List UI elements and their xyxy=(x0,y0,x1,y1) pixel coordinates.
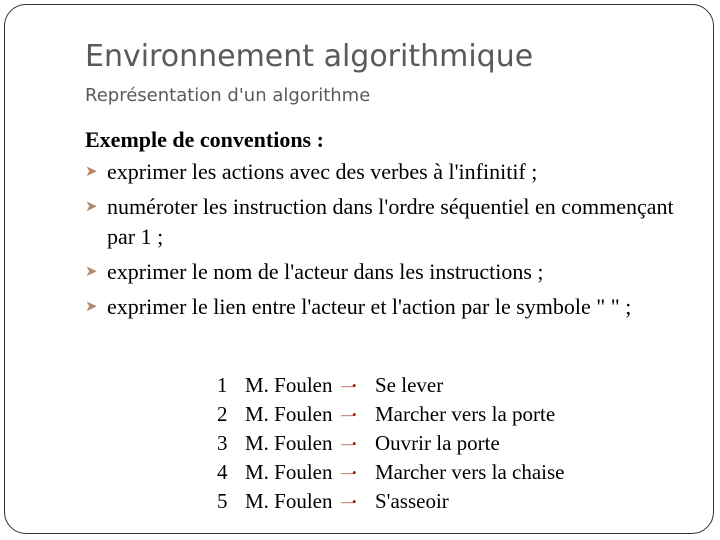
instruction-row xyxy=(217,429,564,458)
instruction-row xyxy=(217,487,564,516)
instruction-action: Marcher vers la porte xyxy=(375,402,556,426)
bullet-item xyxy=(85,257,695,287)
bullet-text: exprimer les actions avec des verbes à l'infinitif ; xyxy=(107,159,538,184)
bullet-item xyxy=(85,292,695,322)
instruction-row xyxy=(217,400,564,429)
slide xyxy=(4,4,714,534)
hollow-arrow-bullet-icon: ➤ xyxy=(85,299,98,315)
bullet-item xyxy=(85,192,695,252)
instruction-actor: M. Foulen xyxy=(245,431,333,455)
conventions-heading: Exemple de conventions : xyxy=(85,127,324,152)
instruction-number: 1 xyxy=(217,373,228,397)
arrow-right-icon: —• xyxy=(341,465,355,480)
arrow-right-icon: —• xyxy=(341,378,355,393)
instruction-action: S'asseoir xyxy=(375,489,449,513)
arrow-right-icon: —• xyxy=(341,494,355,509)
instruction-number: 5 xyxy=(217,489,228,513)
arrow-right-icon: —• xyxy=(341,436,355,451)
instruction-action: Marcher vers la chaise xyxy=(375,460,565,484)
instruction-action: Ouvrir la porte xyxy=(375,431,500,455)
hollow-arrow-bullet-icon: ➤ xyxy=(85,199,98,215)
instruction-number: 3 xyxy=(217,431,228,455)
instruction-actor: M. Foulen xyxy=(245,460,333,484)
example-instructions xyxy=(217,371,564,516)
slide-body xyxy=(85,123,695,327)
bullet-text: exprimer le nom de l'acteur dans les instructions ; xyxy=(107,259,544,284)
hollow-arrow-bullet-icon: ➤ xyxy=(85,164,98,180)
instruction-actor: M. Foulen xyxy=(245,402,333,426)
slide-title: Environnement algorithmique xyxy=(85,39,534,74)
hollow-arrow-bullet-icon: ➤ xyxy=(85,264,98,280)
instruction-number: 2 xyxy=(217,402,228,426)
bullet-item xyxy=(85,157,695,187)
slide-subtitle: Représentation d'un algorithme xyxy=(85,85,371,106)
instruction-action: Se lever xyxy=(375,373,444,397)
bullet-text: exprimer le lien entre l'acteur et l'action par le symbole " " ; xyxy=(107,294,632,319)
instruction-row xyxy=(217,458,564,487)
instruction-actor: M. Foulen xyxy=(245,489,333,513)
bullet-text: numéroter les instruction dans l'ordre séquentiel en commençant par 1 ; xyxy=(107,194,674,249)
instruction-actor: M. Foulen xyxy=(245,373,333,397)
arrow-right-icon: —• xyxy=(341,407,355,422)
instruction-row xyxy=(217,371,564,400)
instruction-number: 4 xyxy=(217,460,228,484)
